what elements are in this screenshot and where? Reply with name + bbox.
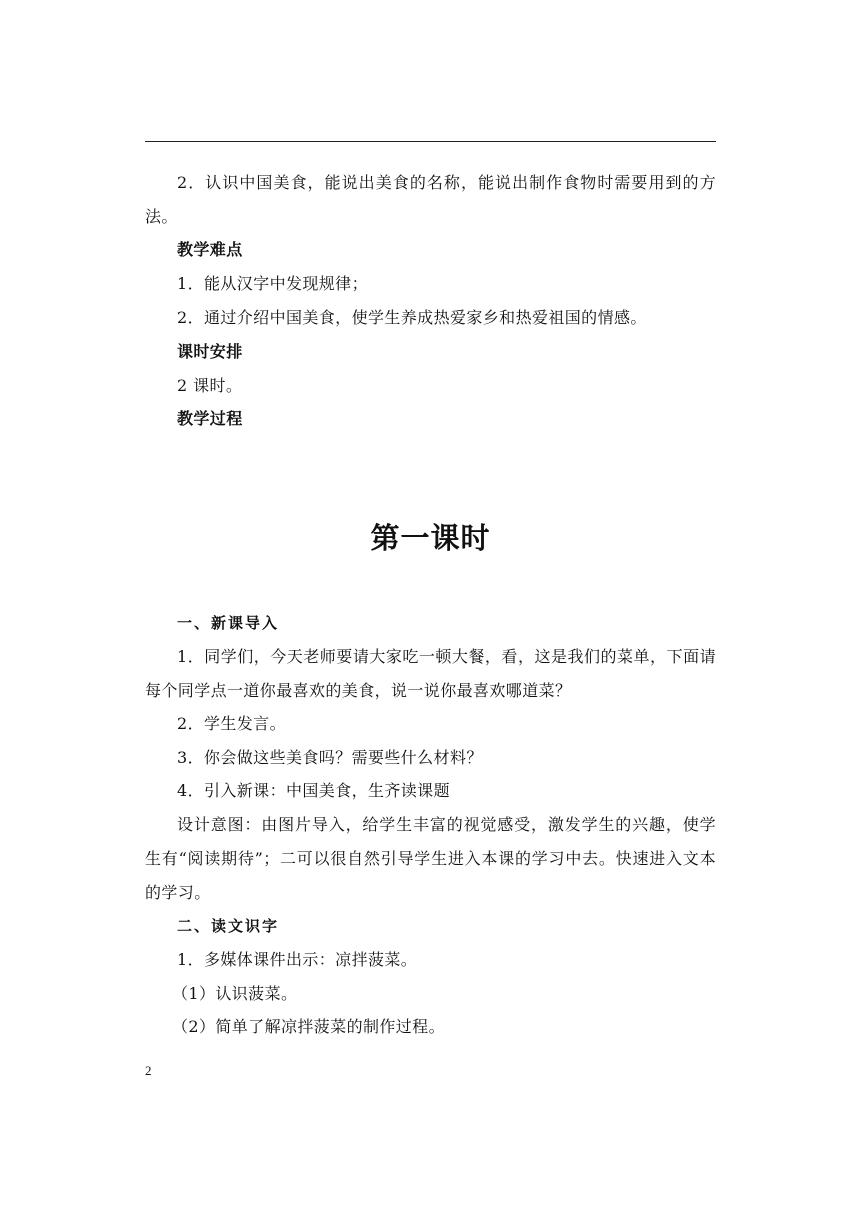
section-1-item-2: 2．学生发言。 [177,714,286,733]
section-1-item-4: 4．引入新课：中国美食，生齐读课题 [177,781,450,800]
page-number: 2 [145,1063,152,1078]
section-2-sub-item-1: （1）认识菠菜。 [172,984,298,1003]
heading-teaching-process: 教学过程 [177,409,243,428]
section-2-sub-item-2: （2）简单了解凉拌菠菜的制作过程。 [172,1017,445,1036]
section-2-item-1: 1．多媒体课件出示：凉拌菠菜。 [177,950,418,969]
section-1-item-3: 3．你会做这些美食吗？需要些什么材料？ [177,748,483,767]
heading-class-schedule: 课时安排 [177,342,243,361]
header-rule [145,141,716,142]
schedule-text: 2 课时。 [177,376,243,395]
difficulty-item-1: 1．能从汉字中发现规律； [177,274,368,293]
design-intent-text: 设计意图：由图片导入，给学生丰富的视觉感受，激发学生的兴趣，使学生有“阅读期待”；二可以很自然引导学生进入本课的学习中去。快速进入文本的学习。 [145,815,716,902]
objective-2-text: 2．认识中国美食，能说出美食的名称，能说出制作食物时需要用到的方法。 [145,173,716,226]
lesson-title: 第一课时 [370,521,491,555]
section-1-heading: 一、新课导入 [177,614,280,632]
section-1-item-1: 1．同学们，今天老师要请大家吃一顿大餐，看，这是我们的菜单，下面请每个同学点一道你最喜欢的美食，说一说你最喜欢哪道菜？ [145,647,716,700]
heading-teaching-difficulty: 教学难点 [177,240,243,259]
difficulty-item-2: 2．通过介绍中国美食，使学生养成热爱家乡和热爱祖国的情感。 [177,308,647,327]
section-2-heading: 二、读文识字 [177,917,280,935]
